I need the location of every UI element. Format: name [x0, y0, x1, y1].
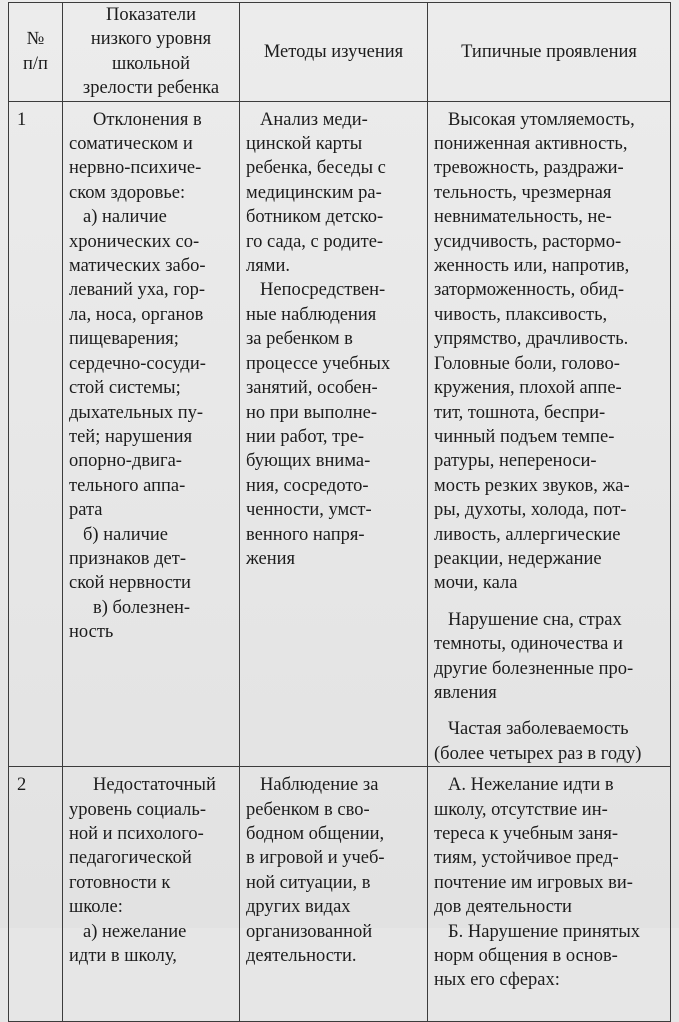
text-line: тиям, устойчивое пред- — [434, 848, 619, 869]
text-line: опорно-двига- — [69, 451, 182, 472]
text-line: ные наблюдения — [246, 304, 377, 325]
text-line: ной и психолого- — [69, 824, 204, 844]
text-line: ных его сферах: — [434, 970, 560, 991]
text-line: а) нежелание — [83, 921, 187, 942]
text-line: тревожность, раздражи- — [434, 158, 624, 179]
text-line: мость резких звуков, жа- — [434, 475, 630, 496]
table-header-row — [9, 3, 671, 102]
header-indicators-line: низкого уровня — [90, 29, 212, 50]
text-line: А. Нежелание идти в — [448, 775, 614, 796]
text-line: деятельности. — [246, 946, 357, 967]
text-line: дыхательных пу- — [69, 402, 204, 423]
text-line: в) болезнен- — [93, 597, 191, 618]
text-line: пониженная активность, — [434, 134, 628, 155]
text-line: бодном общении, — [246, 824, 385, 844]
text-line: пищеварения; — [69, 329, 179, 350]
text-line: дов деятельности — [434, 897, 572, 918]
text-line: стой системы; — [69, 378, 181, 399]
text-line: нии работ, тре- — [246, 426, 365, 447]
text-line: реакции, недержание — [434, 548, 602, 569]
row-number: 2 — [9, 767, 63, 1022]
text-line: тельного аппа- — [69, 475, 186, 496]
text-line: Частая заболеваемость — [448, 719, 629, 740]
text-line: ребенком в сво- — [246, 799, 370, 820]
text-line: кружения, плохой аппе- — [434, 378, 622, 399]
text-line: нервно-психиче- — [69, 158, 202, 179]
text-line: чинный подъем темпе- — [434, 426, 615, 447]
text-line: идти в школу, — [69, 946, 177, 967]
text-line: другие болезненные про- — [434, 658, 634, 679]
text-line: тереса к учебным заня- — [434, 824, 619, 844]
text-line: тей; нарушения — [69, 426, 193, 447]
text-line: медицинским ра- — [246, 182, 382, 203]
manifestations-cell — [428, 101, 671, 767]
text-line: Недостаточный — [93, 775, 216, 796]
text-line: Непосредствен- — [260, 280, 386, 301]
text-line: педагогической — [69, 848, 192, 869]
text-line: женность или, напротив, — [434, 256, 630, 277]
text-line: ском здоровье: — [69, 182, 186, 203]
text-line: ченности, умст- — [246, 500, 372, 521]
text-line: рата — [69, 500, 103, 521]
text-line: ботником детско- — [246, 207, 384, 228]
text-line: в игровой и учеб- — [246, 848, 385, 869]
spacer — [434, 705, 666, 717]
school-maturity-table — [8, 2, 671, 1022]
header-indicators-line: Показатели — [106, 5, 196, 25]
methods-cell — [240, 101, 428, 767]
text-line: за ребенком в — [246, 329, 353, 350]
text-line: ры, духоты, холода, пот- — [434, 500, 627, 521]
text-line: занятий, особен- — [246, 378, 378, 399]
text-line: норм общения в основ- — [434, 946, 618, 967]
text-line: тельность, чрезмерная — [434, 182, 612, 203]
text-line: а) наличие — [83, 207, 167, 228]
text-line: чивость, плаксивость, — [434, 304, 608, 325]
text-line: ской нервности — [69, 573, 191, 594]
indicators-cell — [63, 101, 240, 767]
header-methods-text: Методы изучения — [263, 41, 404, 62]
text-line: цинской карты — [246, 134, 363, 155]
text-line: хронических со- — [69, 231, 200, 252]
header-indicators-line: школьной — [111, 53, 191, 74]
text-line: Головные боли, голово- — [434, 353, 620, 374]
text-line: других видах — [246, 897, 351, 918]
manifestations-cell — [428, 767, 671, 1022]
header-methods — [240, 3, 428, 102]
text-line: ратуры, непереноси- — [434, 451, 597, 472]
header-manifestations-text: Типичные проявления — [461, 41, 637, 62]
text-line: лями. — [246, 256, 290, 277]
text-line: усидчивость, растормо- — [434, 231, 622, 252]
text-line: признаков дет- — [69, 548, 186, 569]
text-line: темноты, одиночества и — [434, 634, 623, 655]
text-line: упрямство, драчливость. — [434, 329, 629, 350]
header-num-line: № — [26, 29, 45, 50]
text-line: Нарушение сна, страх — [448, 609, 622, 630]
text-line: тит, тошнота, беспри- — [434, 402, 606, 423]
header-manifestations — [428, 3, 671, 102]
text-line: Б. Нарушение принятых — [448, 921, 641, 942]
text-line: соматическом и — [69, 134, 193, 155]
text-line: ность — [69, 622, 114, 643]
text-line: заторможенность, обид- — [434, 280, 624, 301]
text-line: бующих внима- — [246, 451, 371, 472]
header-indicators — [63, 3, 240, 102]
text-line: уровень социаль- — [69, 799, 207, 820]
spacer — [434, 596, 666, 608]
text-line: Наблюдение за — [260, 775, 379, 796]
text-line: процессе учебных — [246, 353, 391, 374]
text-line: невнимательность, не- — [434, 207, 612, 228]
text-line: леваний уха, гор- — [69, 280, 205, 301]
text-line: ливость, аллергические — [434, 524, 621, 545]
header-num-line: п/п — [23, 53, 48, 74]
text-line: Высокая утомляемость, — [448, 109, 635, 130]
text-line: ния, сосредото- — [246, 475, 369, 496]
text-line: почтение им игровых ви- — [434, 872, 633, 893]
header-num — [9, 3, 63, 102]
text-line: сердечно-сосуди- — [69, 353, 206, 374]
text-line: (более четырех раз в году) — [434, 743, 642, 764]
text-line: мочи, кала — [434, 573, 518, 594]
text-line: школе: — [69, 897, 123, 918]
text-line: но при выполне- — [246, 402, 378, 423]
text-line: ребенка, беседы с — [246, 158, 386, 179]
text-line: готовности к — [69, 872, 171, 893]
text-line: б) наличие — [83, 524, 169, 545]
text-line: ла, носа, органов — [69, 304, 204, 325]
text-line: матических забо- — [69, 256, 206, 277]
row-number: 1 — [9, 101, 63, 767]
text-line: венного напря- — [246, 524, 365, 545]
table-row — [9, 767, 671, 1022]
text-line: школу, отсутствие ин- — [434, 799, 608, 820]
methods-cell — [240, 767, 428, 1022]
text-line: го сада, с родите- — [246, 231, 384, 252]
text-line: явления — [434, 682, 497, 703]
table-row — [9, 101, 671, 767]
header-indicators-line: зрелости ребенка — [82, 78, 220, 99]
text-line: ной ситуации, в — [246, 872, 371, 893]
indicators-cell — [63, 767, 240, 1022]
text-line: Анализ меди- — [260, 109, 368, 130]
text-line: Отклонения в — [93, 109, 202, 130]
text-line: организованной — [246, 921, 373, 942]
text-line: жения — [246, 548, 296, 569]
